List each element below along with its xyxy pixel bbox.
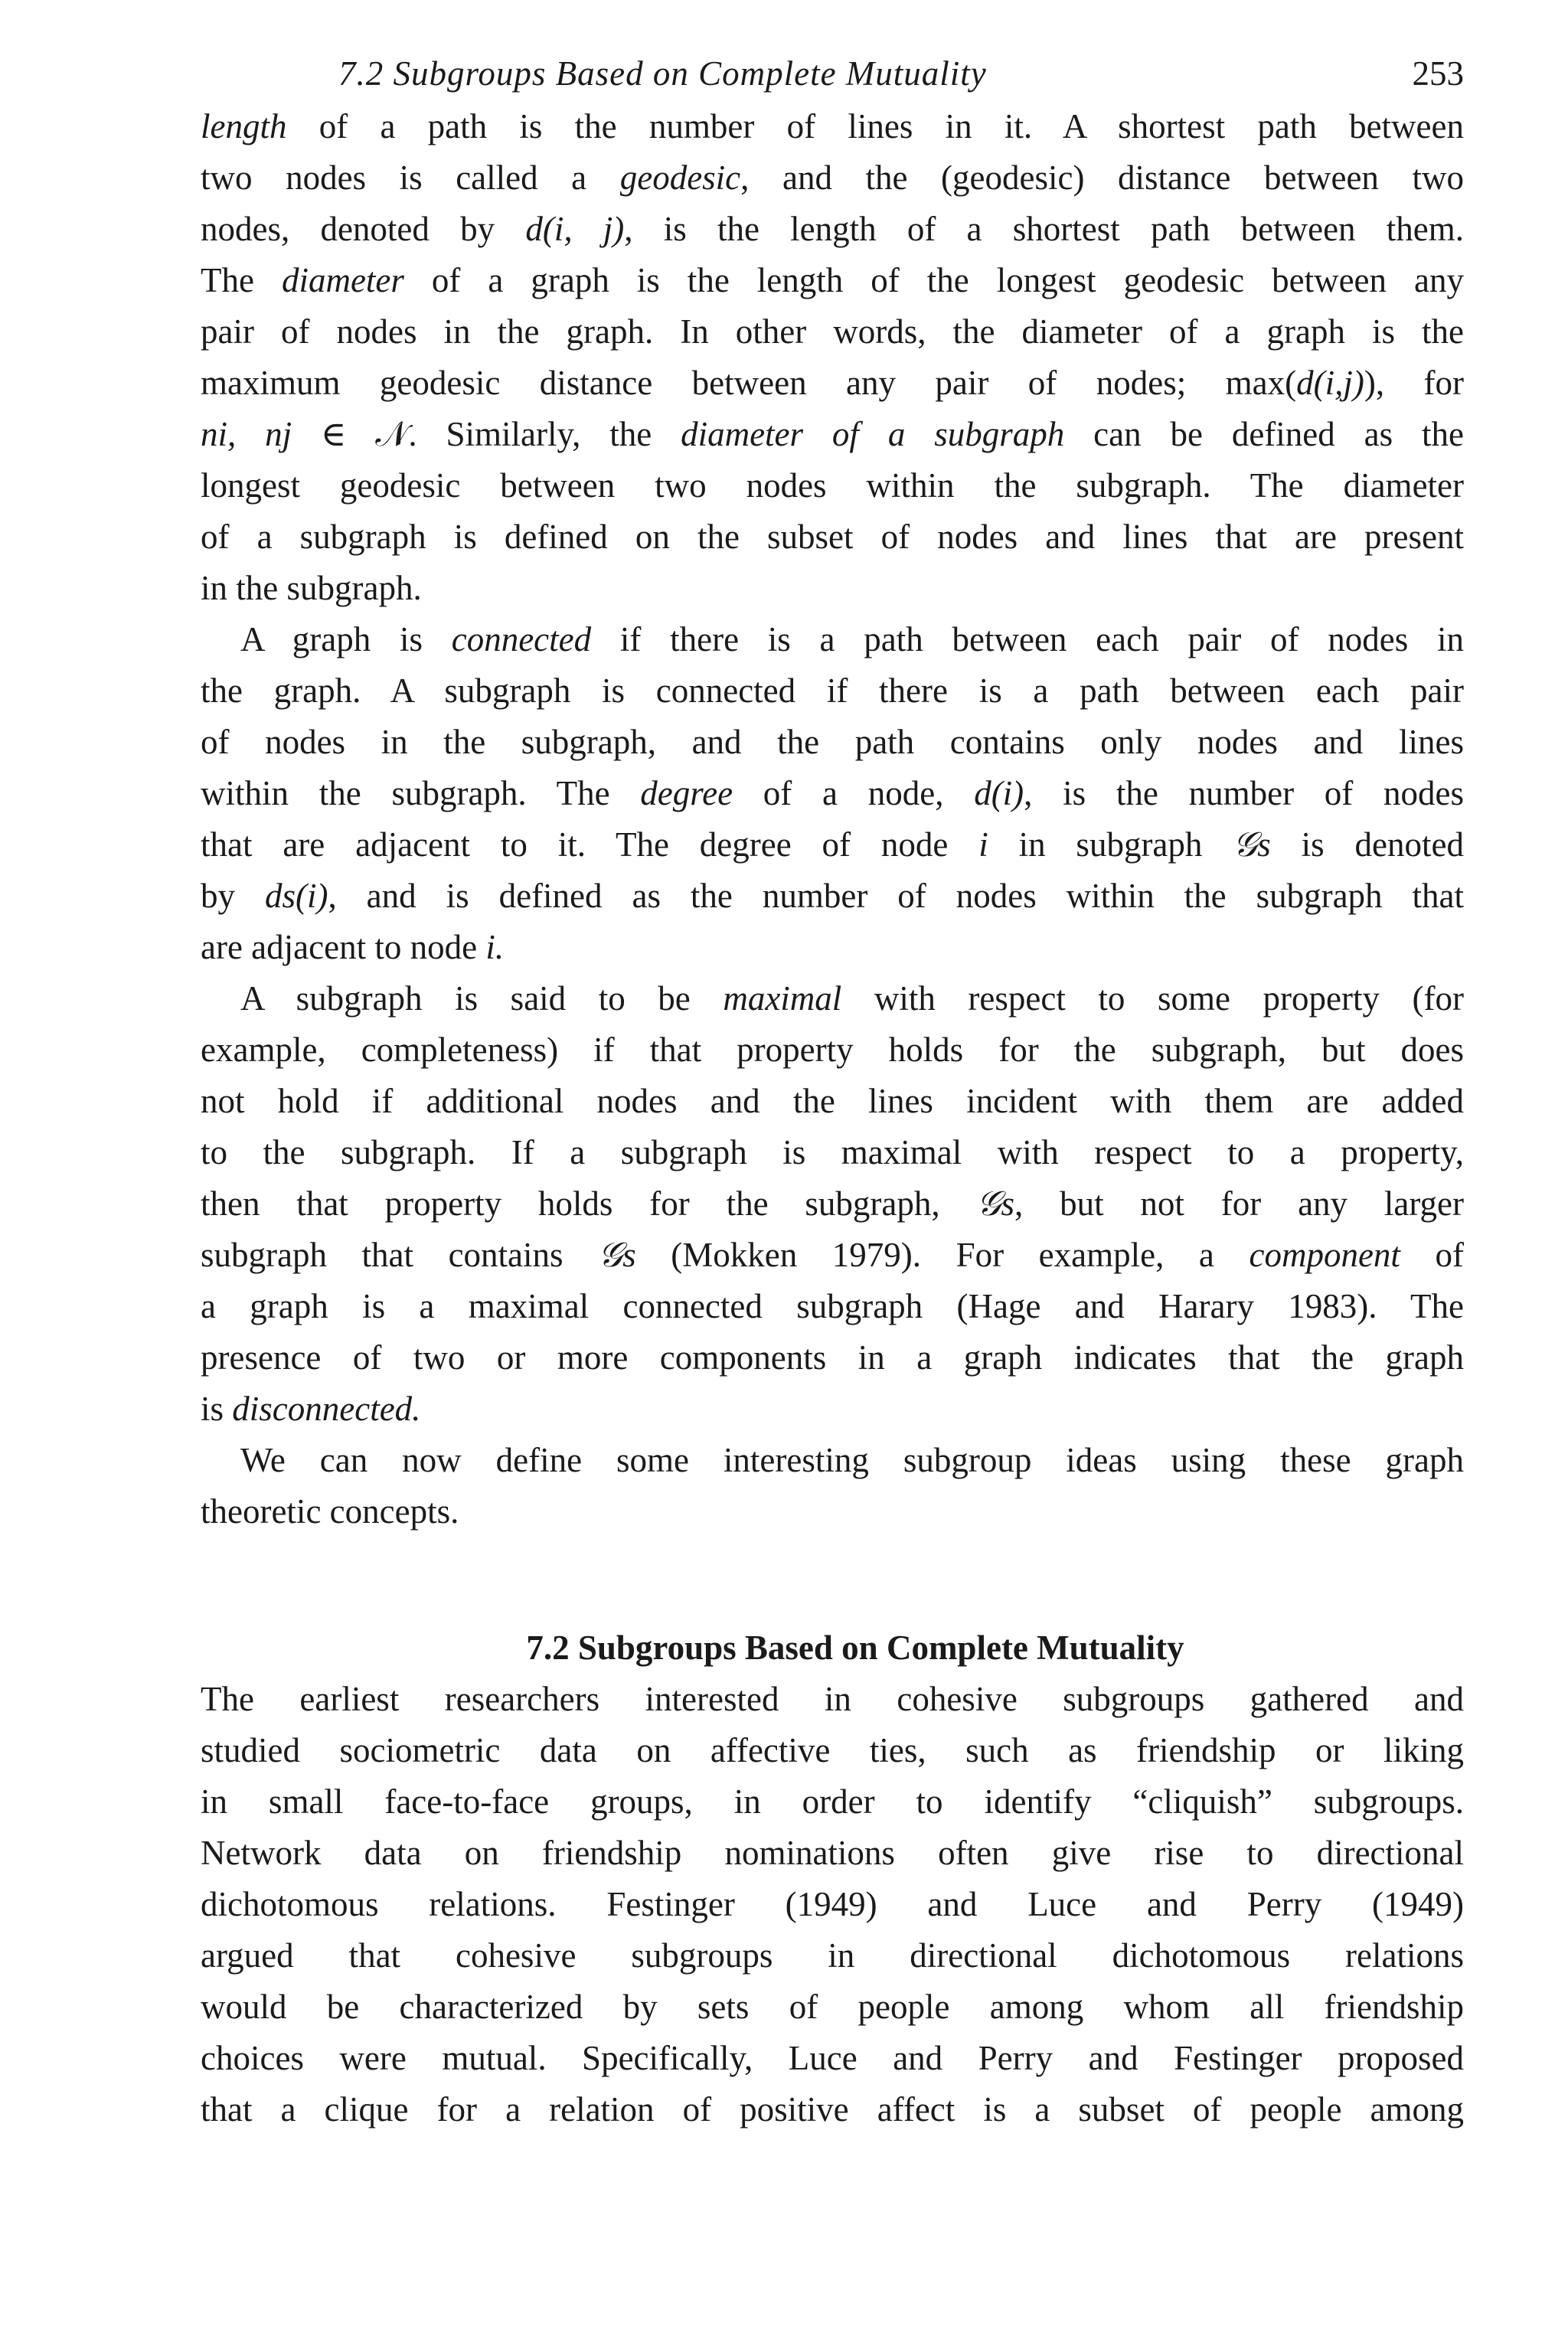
paragraph-1 [201,101,1464,614]
text-line: of nodes in the subgraph, and the path contains only nodes and lines [201,723,1464,761]
text-line: then that property holds for the subgraph, 𝒢s, but not for any larger [201,1184,1464,1223]
text-line: theoretic concepts. [201,1492,459,1531]
text-line: argued that cohesive subgroups in directional dichotomous relations [201,1936,1464,1975]
text-line: of a subgraph is defined on the subset of nodes and lines that are present [201,518,1464,556]
paragraph-4 [201,1435,1464,1537]
text-line: We can now define some interesting subgroup ideas using these graph [240,1441,1464,1479]
text-line: two nodes is called a geodesic, and the (geodesic) distance between two [201,158,1464,197]
text-line: the graph. A subgraph is connected if there is a path between each pair [201,671,1464,710]
text-line: A graph is connected if there is a path between each pair of nodes in [240,620,1464,658]
text-line: to the subgraph. If a subgraph is maximal with respect to a property, [201,1133,1464,1171]
section-paragraph [201,1674,1464,2135]
text-line: choices were mutual. Specifically, Luce and Perry and Festinger proposed [201,2039,1464,2077]
text-line: nodes, denoted by d(i, j), is the length of a shortest path between them. [201,210,1464,248]
text-line: The earliest researchers interested in cohesive subgroups gathered and [201,1680,1464,1718]
text-line: maximum geodesic distance between any pair of nodes; max(d(i,j)), for [201,364,1464,402]
text-line: that are adjacent to it. The degree of node i in subgraph 𝒢s is denoted [201,825,1464,864]
text-line: The diameter of a graph is the length of the longest geodesic between any [201,261,1464,299]
text-line: dichotomous relations. Festinger (1949) and Luce and Perry (1949) [201,1885,1464,1923]
running-head-title: 7.2 Subgroups Based on Complete Mutuality [338,54,987,93]
text-line: that a clique for a relation of positive affect is a subset of people among [201,2090,1464,2129]
text-line: presence of two or more components in a graph indicates that the graph [201,1338,1464,1377]
running-head [201,46,1464,101]
text-line: A subgraph is said to be maximal with respect to some property (for [240,979,1464,1018]
text-line: would be characterized by sets of people among whom all friendship [201,1988,1464,2026]
text-line: not hold if additional nodes and the lines incident with them are added [201,1082,1464,1120]
text-line: in small face-to-face groups, in order to identify “cliquish” subgroups. [201,1782,1464,1821]
text-line: are adjacent to node i. [201,928,505,966]
text-line: by ds(i), and is defined as the number of nodes within the subgraph that [201,877,1465,915]
text-line: subgraph that contains 𝒢s (Mokken 1979). For example, a component of [201,1236,1464,1274]
text-line: example, completeness) if that property holds for the subgraph, but does [201,1031,1464,1069]
text-line: in the subgraph. [201,569,422,607]
page-number: 253 [1412,54,1464,93]
text-line: length of a path is the number of lines in it. A shortest path between [201,107,1464,145]
section-heading: 7.2 Subgroups Based on Complete Mutuality [526,1629,1184,1667]
text-line: within the subgraph. The degree of a node, d(i), is the number of nodes [201,774,1465,812]
text-line: Network data on friendship nominations often give rise to directional [201,1834,1464,1872]
text-line: is disconnected. [201,1390,421,1428]
text-line: longest geodesic between two nodes within the subgraph. The diameter [201,466,1464,505]
text-line: a graph is a maximal connected subgraph (Hage and Harary 1983). The [201,1287,1464,1325]
book-page [201,46,1464,2135]
text-line: ni, nj ∈ 𝒩. Similarly, the diameter of a subgraph can be defined as the [201,415,1464,453]
text-line: pair of nodes in the graph. In other words, the diameter of a graph is the [201,312,1464,351]
text-line: studied sociometric data on affective ties, such as friendship or liking [201,1731,1464,1769]
paragraph-2 [201,614,1464,973]
paragraph-3 [201,973,1464,1435]
